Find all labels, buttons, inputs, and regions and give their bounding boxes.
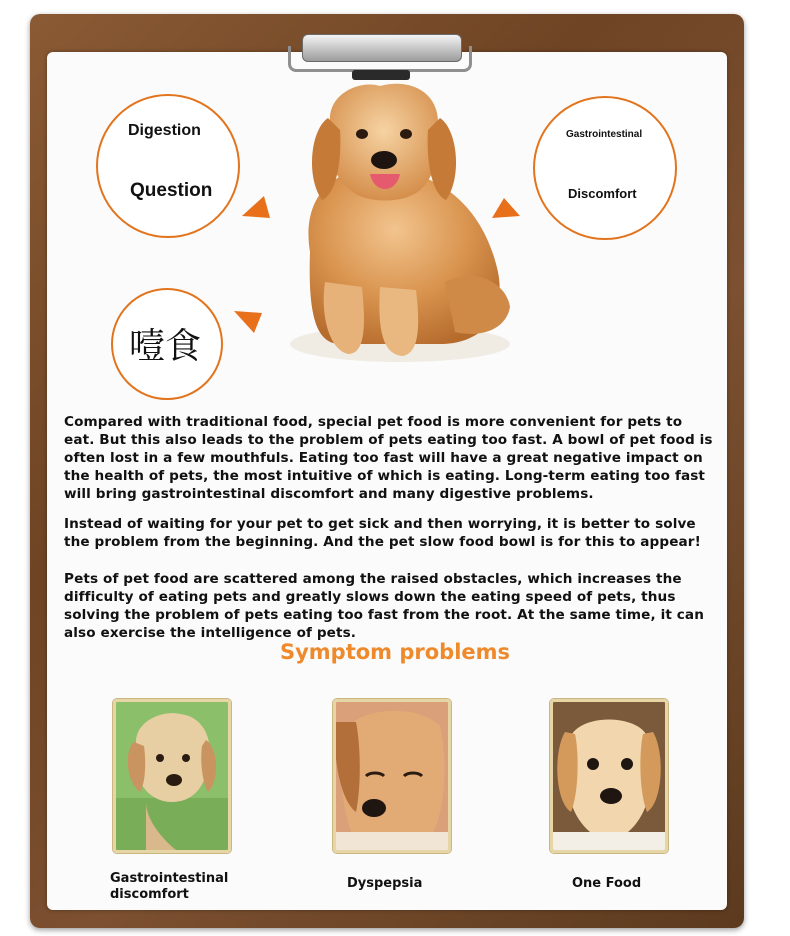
question-label: Question: [130, 180, 213, 201]
caption-gastrointestinal-discomfort: Gastrointestinal discomfort: [110, 871, 229, 902]
symptom-photo-dyspepsia: [333, 699, 451, 853]
intro-paragraph: Compared with traditional food, special pet food is more convenient for pets to eat. But this also leads to the problem of pets eating too fast. A bowl of pet food is often lost in a few mouthfuls. Eating too fast will have a great negative impact on the health of pets, the most intuitive of which is eating. Long-term eating too fast will bring gastrointestinal discomfort and many digestive problems.: [64, 414, 713, 502]
discomfort-label: Discomfort: [568, 186, 637, 201]
digestion-label: Digestion: [128, 122, 201, 139]
choke-label: 噎食: [129, 326, 202, 367]
symptom-photo-one-food: [550, 699, 668, 853]
digestion-question-bubble: [96, 94, 240, 238]
golden-retriever-image: [270, 82, 520, 372]
mechanism-paragraph: Pets of pet food are scattered among the raised obstacles, which increases the difficulty of eating pets and greatly slows down the eating speed of pets, thus solving the problem of pets eating too fast from the root. At the same time, it can also exercise the intelligence of pets.: [64, 571, 704, 641]
gastrointestinal-label: Gastrointestinal: [566, 129, 643, 140]
solution-paragraph: Instead of waiting for your pet to get sick and then worrying, it is better to solve the problem from the beginning. And the pet slow food bowl is for this to appear!: [64, 516, 701, 550]
caption-one-food: One Food: [572, 876, 642, 891]
section-title: Symptom problems: [279, 640, 511, 664]
gastrointestinal-discomfort-bubble: [533, 96, 677, 240]
clipboard-clip: [288, 34, 474, 76]
caption-dyspepsia: Dyspepsia: [347, 876, 423, 891]
arrow-left-top-icon: [240, 194, 272, 220]
arrow-bottom-left-icon: [232, 309, 264, 335]
symptom-photo-gastrointestinal: [113, 699, 231, 853]
